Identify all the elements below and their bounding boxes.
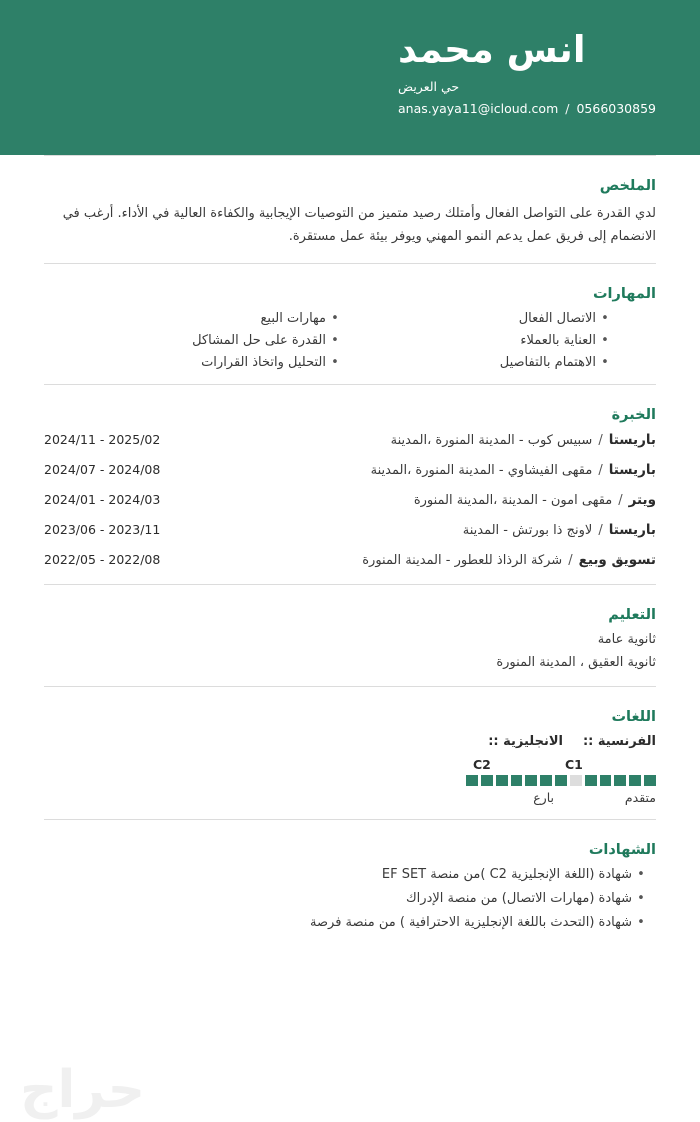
languages-block	[44, 734, 656, 819]
list-item	[350, 311, 656, 326]
language-level-code-french: C2	[473, 756, 491, 772]
bullet-icon: •	[331, 354, 339, 370]
certificate-label: شهادة (اللغة الإنجليزية C2 )من منصة EF SET	[381, 866, 632, 882]
meter-segment	[614, 775, 626, 786]
header-content	[398, 0, 656, 155]
meter-segment	[555, 775, 567, 786]
skill-label: مهارات البيع	[260, 310, 326, 326]
contact-line	[398, 100, 656, 118]
skills-grid	[44, 311, 656, 384]
meter-segment	[496, 775, 508, 786]
language-name-english: الانجليزية ::	[488, 733, 563, 749]
candidate-phone[interactable]: 0566030859	[576, 101, 656, 117]
certificates-list	[44, 867, 656, 940]
experience-row	[44, 462, 656, 478]
bullet-icon: •	[331, 332, 339, 348]
experience-job-title: ويتر	[628, 491, 656, 508]
language-level-word-english: متقدم	[624, 789, 656, 805]
experience-list	[44, 432, 656, 584]
section-skills	[44, 264, 656, 384]
experience-job-title: باريستا	[608, 461, 656, 478]
section-title-education: التعليم	[608, 606, 656, 623]
section-experience	[44, 385, 656, 584]
bullet-icon: •	[637, 914, 645, 930]
list-item	[44, 355, 350, 370]
skills-column-left	[350, 311, 656, 370]
section-title-languages: اللغات	[611, 708, 656, 725]
skill-label: الاهتمام بالتفاصيل	[499, 354, 596, 370]
experience-place: سبيس كوب - المدينة المنورة ،المدينة	[390, 432, 593, 448]
list-item	[44, 867, 656, 882]
meter-segment	[629, 775, 641, 786]
cv-header	[0, 0, 700, 155]
experience-separator: /	[568, 552, 573, 568]
experience-row	[44, 492, 656, 508]
language-meter-area	[466, 734, 656, 805]
experience-place: مقهى الفيشاوي - المدينة المنورة ،المدينة	[370, 462, 593, 478]
list-item	[350, 355, 656, 370]
bullet-icon: •	[637, 890, 645, 906]
list-item	[44, 891, 656, 906]
list-item	[44, 333, 350, 348]
experience-dates: 2024/01 - 2024/03	[44, 491, 161, 507]
bullet-icon: •	[601, 354, 609, 370]
experience-separator: /	[618, 492, 623, 508]
experience-dates: 2024/07 - 2024/08	[44, 461, 161, 477]
section-education	[44, 585, 656, 686]
experience-dates: 2022/05 - 2022/08	[44, 551, 161, 567]
skill-label: الاتصال الفعال	[518, 310, 596, 326]
experience-dates: 2023/06 - 2023/11	[44, 521, 161, 537]
experience-job-title: تسويق وبيع	[578, 551, 656, 568]
section-title-summary: الملخص	[599, 178, 656, 194]
skill-label: القدرة على حل المشاكل	[192, 332, 326, 348]
candidate-name: انس محمد	[398, 28, 586, 72]
bullet-icon: •	[331, 310, 339, 326]
meter-segment	[644, 775, 656, 786]
list-item	[44, 311, 350, 326]
meter-segment	[481, 775, 493, 786]
language-names	[466, 734, 656, 749]
experience-separator: /	[598, 462, 603, 478]
skill-label: التحليل واتخاذ القرارات	[201, 354, 326, 370]
bullet-icon: •	[601, 310, 609, 326]
experience-main	[414, 492, 656, 508]
experience-row	[44, 552, 656, 568]
language-name-french: الفرنسية ::	[582, 733, 656, 749]
list-item	[350, 333, 656, 348]
cv-body	[0, 155, 700, 940]
section-summary	[44, 156, 656, 263]
watermark-haraj: حراج	[20, 1060, 146, 1120]
education-list	[44, 632, 656, 686]
list-item	[44, 915, 656, 930]
section-title-certificates: الشهادات	[588, 841, 656, 858]
experience-main	[362, 552, 656, 568]
meter-segment	[466, 775, 478, 786]
language-level-code-english: C1	[565, 756, 583, 772]
language-level-codes	[466, 757, 656, 772]
summary-text: لدي القدرة على التواصل الفعال وأمتلك رصيد متميز من التوصيات الإيجابية والكفاءة العالية في الأداء. أرغب في الانضمام إلى فريق عمل يدعم النمو المهني ويوفر بيئة عمل مستقرة.	[62, 206, 656, 244]
experience-main	[371, 462, 656, 478]
language-proficiency-meter	[466, 775, 656, 786]
meter-segment	[525, 775, 537, 786]
experience-main	[391, 432, 656, 448]
experience-dates: 2024/11 - 2025/02	[44, 431, 161, 447]
experience-job-title: باريستا	[608, 521, 656, 538]
bullet-icon: •	[601, 332, 609, 348]
meter-segment	[540, 775, 552, 786]
meter-segment	[585, 775, 597, 786]
language-level-word-french: بارع	[533, 789, 554, 805]
candidate-address: حي العريض	[398, 78, 460, 94]
experience-row	[44, 522, 656, 538]
certificate-label: شهادة (التحدث باللغة الإنجليزية الاحترافية ) من منصة فرصة	[310, 914, 632, 930]
meter-segment	[511, 775, 523, 786]
experience-separator: /	[598, 432, 603, 448]
experience-place: لاونج ذا بورتش - المدينة	[462, 522, 593, 538]
language-level-words	[466, 790, 656, 805]
section-languages	[44, 687, 656, 819]
education-institution: ثانوية العقيق ، المدينة المنورة	[496, 654, 656, 670]
contact-separator: /	[565, 101, 570, 117]
section-certificates	[44, 820, 656, 940]
experience-place: مقهى امون - المدينة ،المدينة المنورة	[413, 492, 613, 508]
experience-place: شركة الرذاذ للعطور - المدينة المنورة	[362, 552, 563, 568]
section-title-experience: الخبرة	[611, 406, 656, 423]
section-title-skills: المهارات	[592, 285, 656, 302]
meter-segment	[600, 775, 612, 786]
skill-label: العناية بالعملاء	[520, 332, 596, 348]
experience-job-title: باريستا	[608, 431, 656, 448]
certificate-label: شهادة (مهارات الاتصال) من منصة الإدراك	[405, 890, 632, 906]
experience-row	[44, 432, 656, 448]
skills-column-right	[44, 311, 350, 370]
candidate-email[interactable]: anas.yaya11@icloud.com	[398, 101, 559, 117]
education-degree: ثانوية عامة	[597, 631, 656, 647]
experience-main	[463, 522, 656, 538]
meter-segment-empty	[570, 775, 582, 786]
experience-separator: /	[598, 522, 603, 538]
bullet-icon: •	[637, 866, 645, 882]
